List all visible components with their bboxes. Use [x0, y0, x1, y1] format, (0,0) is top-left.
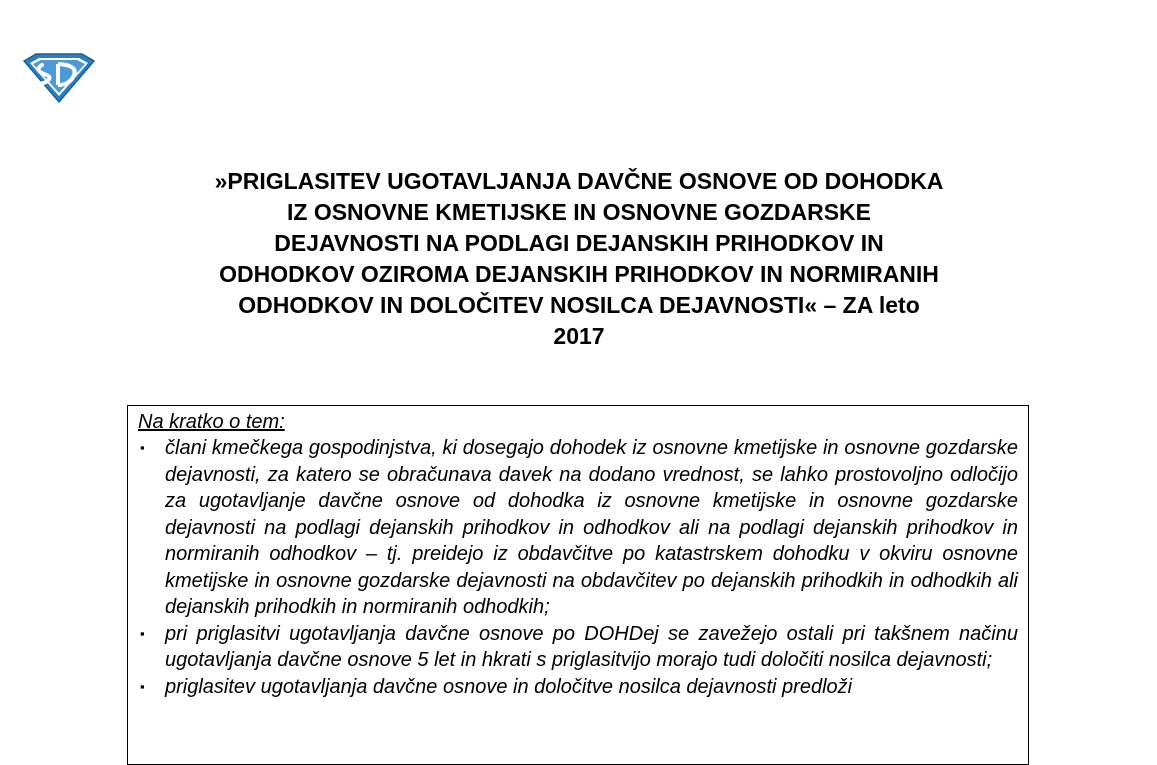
bullet-icon: ▪	[140, 625, 145, 641]
document-title	[120, 166, 1038, 352]
list-item-text: pri priglasitvi ugotavljanja davčne osnove po DOHDej se zavežejo ostali pri takšnem načinu ugotavljanja davčne osnove 5 let in hkrati s priglasitvijo morajo tudi določiti nosilca dejavnosti;	[165, 622, 1018, 671]
title-line: IZ OSNOVNE KMETIJSKE IN OSNOVNE GOZDARSKE	[286, 199, 872, 225]
summary-heading: Na kratko o tem:	[138, 411, 285, 433]
summary-bullet-list	[138, 435, 1018, 700]
bullet-icon: ▪	[140, 678, 145, 694]
title-line: ODHODKOV IN DOLOČITEV NOSILCA DEJAVNOSTI« – ZA leto	[238, 292, 920, 318]
list-item-text: priglasitev ugotavljanja davčne osnove in določitve nosilca dejavnosti predloži	[165, 675, 853, 698]
list-item	[138, 621, 1018, 674]
title-line: »PRIGLASITEV UGOTAVLJANJA DAVČNE OSNOVE OD DOHODKA	[214, 168, 944, 194]
list-item	[138, 435, 1018, 621]
summary-box	[127, 405, 1029, 765]
list-item-text: člani kmečkega gospodinjstva, ki dosegajo dohodek iz osnovne kmetijske in osnovne gozdarske dejavnosti, za katero se obračunava davek na dodano vrednost, se lahko prostovoljno odločijo za ugotavljanje davčne osnove od dohodka iz osnovne kmetijske in osnovne gozdarske dejavnosti na podlagi dejanskih prihodkov in odhodkov ali na podlagi dejanskih prihodkov in normiranih odhodkov – tj. preidejo iz obdavčitve po katastrskem dohodku v okviru osnovne kmetijske in osnovne gozdarske dejavnosti na obdavčitev po dejanskih prihodkih in odhodkih ali dejanskih prihodkih in normiranih odhodkih;	[165, 437, 1018, 618]
title-line: 2017	[553, 323, 605, 349]
sd-logo-icon	[22, 52, 96, 104]
title-line: ODHODKOV OZIROMA DEJANSKIH PRIHODKOV IN NORMIRANIH	[219, 261, 939, 287]
title-line: DEJAVNOSTI NA PODLAGI DEJANSKIH PRIHODKOV IN	[274, 230, 884, 256]
list-item	[138, 674, 1018, 701]
bullet-icon: ▪	[140, 440, 145, 455]
